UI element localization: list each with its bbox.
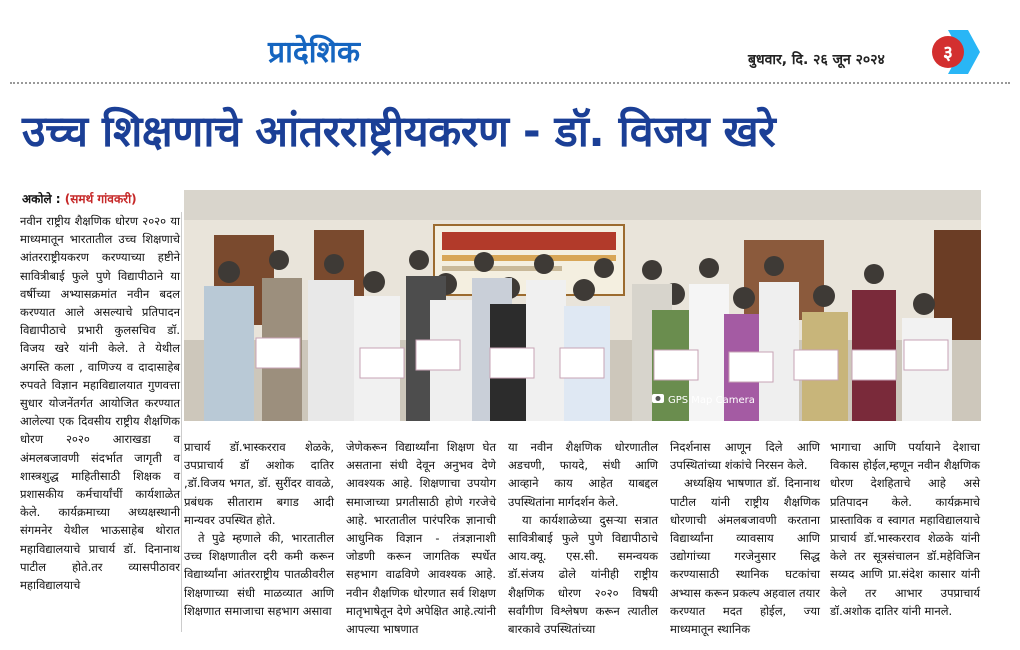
page-number-badge (928, 26, 980, 78)
article-columns (184, 438, 980, 638)
column-1-paragraph-1: प्राचार्य डॉ.भास्करराव शेळके, उपप्राचार्य डॉ अशोक दातिर ,डॉ.विजय भगत, डॉ. सुरींदर वावळे, प्रबंधक सीताराम बगाड आदी मान्यवर उपस्थित होते. (184, 440, 334, 527)
camera-icon (652, 394, 664, 403)
page-number: ३ (943, 42, 953, 64)
column-3-paragraph-1: या नवीन शैक्षणिक धोरणातील अडचणी, फायदे, संधी आणि आव्हाने काय आहेत याबद्दल उपस्थितांना मार्गदर्शन केले. (508, 440, 658, 509)
byline (22, 190, 137, 207)
column-3-paragraph-2: या कार्यशाळेच्या दुसऱ्या सत्रात सावित्रीबाई फुले पुणे विद्यापीठाचे आय.क्यू. एस.सी. समन्वयक डॉ.संजय ढोले यांनीही राष्ट्रीय शैक्षणिक धोरण २०२० विषयी सर्वांगीण विश्लेषण करून त्यातील बारकावे उपस्थितांच्या (508, 512, 658, 637)
column-4-paragraph-2: अध्यक्षिय भाषणात डॉ. दिनानाथ पाटील यांनी राष्ट्रीय शैक्षणिक धोरणाची अंमलबजावणी करताना विद्यार्थ्यांना व्यावसाय आणि उद्योगांच्या गरजेनुसार सिद्ध करण्यासाठी स्थानिक घटकांचा अभ्यास करून प्रकल्प अहवाल तयार करण्यात मदत होईल, ज्या माध्यमातून स्थानिक (670, 476, 820, 637)
article-column-5 (830, 438, 980, 620)
column-2-paragraph-1: जेणेकरून विद्यार्थ्यांना शिक्षण घेत असताना संधी देवून अनुभव देणे आवश्यक आहे. शिक्षणाचा उपयोग समाजाच्या प्रगतीसाठी होणे गरजेचे आहे. भारतातील पारंपरिक ज्ञानाची आधुनिक विज्ञान - तंत्रज्ञानाशी जोडणी करून जागतिक स्पर्धेत सहभाग वाढविणे आवश्यक आहे. नवीन शैक्षणिक धोरणात सर्व शिक्षण मातृभाषेतून देणे अपेक्षित आहे.त्यांनी आपल्या भाषणात (346, 440, 496, 637)
column-1-paragraph-2: ते पुढे म्हणाले की, भारतातील उच्च शिक्षणातील दरी कमी करून विद्यार्थ्यांना आंतरराष्ट्रीय पातळीवरील शिक्षणाच्या संधी माळव्यात आणि शिक्षणात समाजाचा सहभाग असावा (184, 531, 334, 618)
article-headline: उच्च शिक्षणाचे आंतरराष्ट्रीयकरण - डॉ. विजय खरे (22, 107, 776, 157)
column-divider (181, 212, 182, 632)
section-title: प्रादेशिक (268, 35, 360, 70)
page-header (0, 0, 1020, 90)
article-column-3 (508, 438, 658, 638)
article-column-1 (184, 438, 334, 620)
article-column-2 (346, 438, 496, 638)
article-column-4 (670, 438, 820, 638)
byline-author: (समर्थ गांवकरी) (64, 192, 137, 206)
header-divider (10, 82, 1010, 84)
publication-date: बुधवार, दि. २६ जून २०२४ (748, 52, 885, 68)
byline-place: अकोले : (22, 192, 61, 206)
svg-text:GPS Map Camera: GPS Map Camera (668, 395, 755, 406)
lead-paragraph: नवीन राष्ट्रीय शैक्षणिक धोरण २०२० या माध्यमातून भारतातील उच्च शिक्षणाचे आंतरराष्ट्रीयकरण करण्याच्या हष्टीने सावित्रीबाई फुले पुणे विद्यापीठाने या वर्षीच्या अभ्यासक्रमांत नवीन बदल करण्यात आले असल्याचे प्रतिपादन विद्यापीठाचे प्रभारी कुलसचिव डॉ. विजय खरे यांनी केले. ते येथील अगस्ति कला , वाणिज्य व दादासाहेब रुपवते विज्ञान महाविद्यालयात गुणवत्ता सुधार योजनेंतर्गत आयोजित करण्यात आलेल्या एक दिवसीय राष्ट्रीय शैक्षणिक धोरण २०२० आराखडा व अंमलबजावणी संदर्भात जागृती व शास्त्रशुद्ध माहितीसाठी शिक्षक व प्रशासकीय कर्मचार्यांचीं कार्यशाळेत केले. कार्यक्रमाच्या अध्यक्षस्थानी संगमनेर येथील भाऊसाहेब थोरात महाविद्यालयाचे प्राचार्य डॉ. दिनानाथ पाटील होते.तर व्यासपीठावर महाविद्यालयाचे (20, 214, 180, 593)
column-4-paragraph-1: निदर्शनास आणून दिले आणि उपस्थितांच्या शंकांचे निरसन केले. (670, 440, 820, 473)
group-photo (184, 190, 981, 421)
column-5-paragraph-1: भागाचा आणि पर्यायाने देशाचा विकास होईल,म्हणून नवीन शैक्षणिक धोरण देशहिताचे आहे असे प्रतिपादन केले. कार्यक्रमाचे प्रास्ताविक व स्वागत महाविद्यालयाचे प्राचार्य डॉ.भास्करराव शेळके यांनी केले तर सूत्रसंचालन डॉ.महेविजिन सय्यद आणि प्रा.संदेश कासार यांनी केले तर आभार उपप्राचार्य डॉ.अशोक दातिर यांनी मानले. (830, 440, 980, 618)
photo-illustration (184, 190, 981, 421)
